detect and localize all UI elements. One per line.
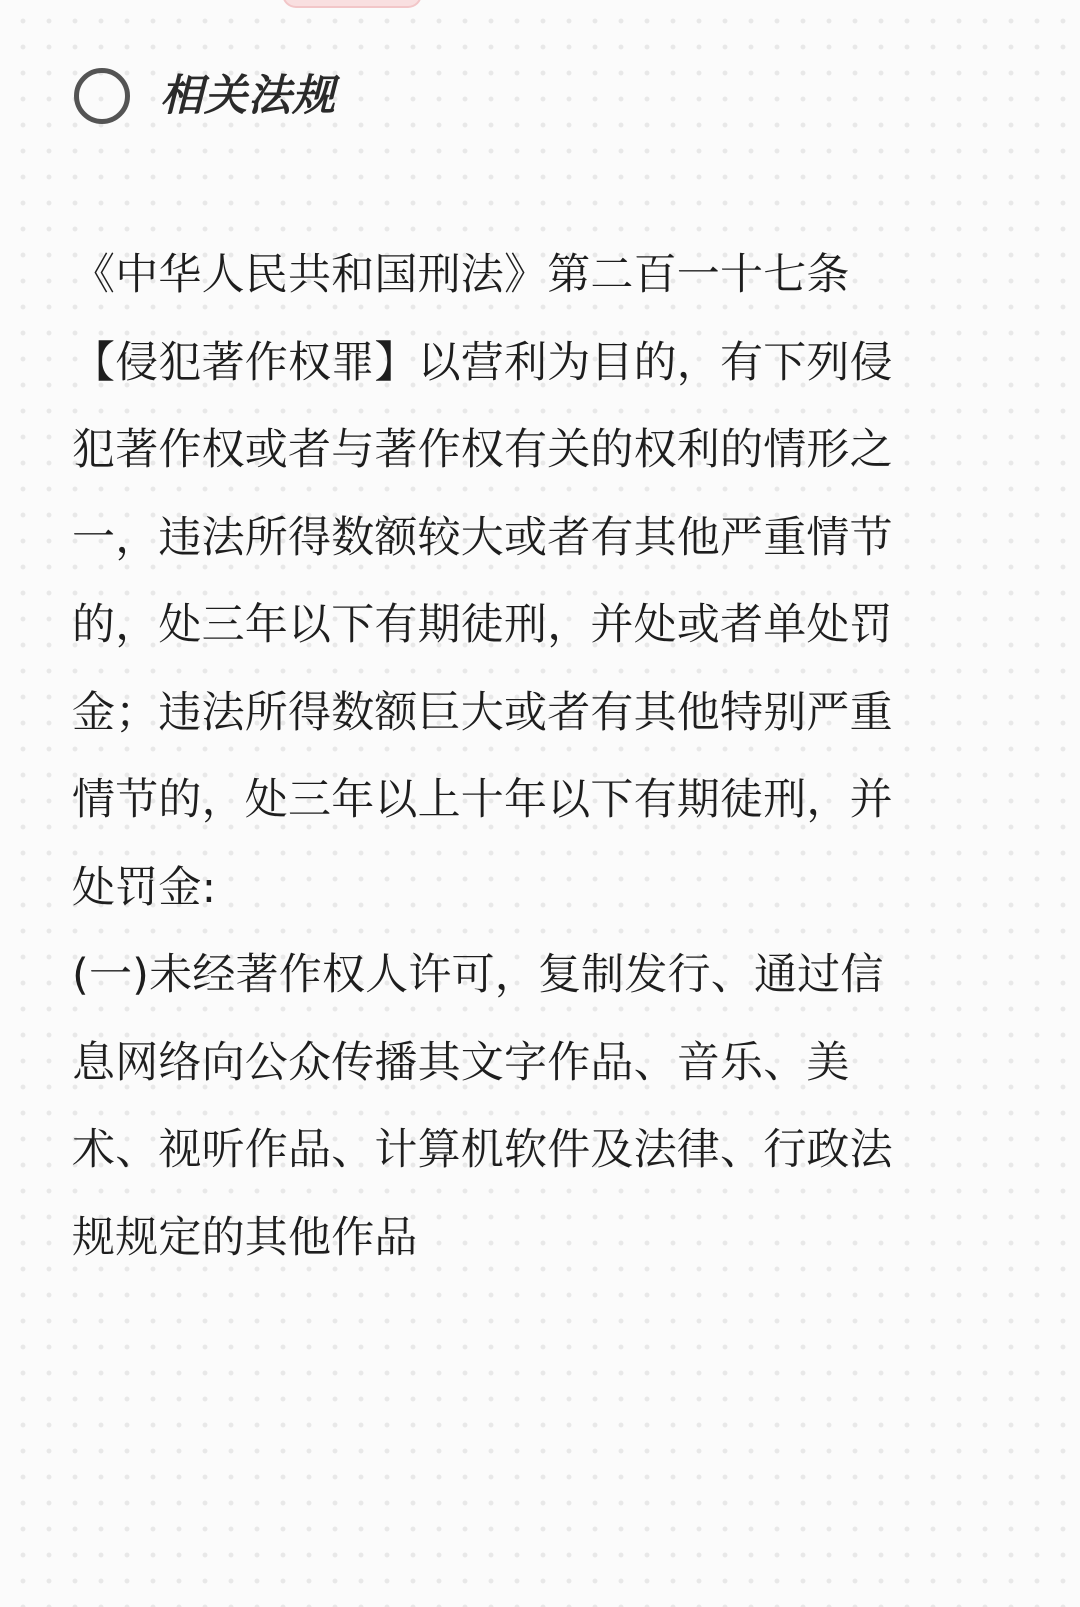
circle-outline-icon (74, 68, 130, 124)
law-text-line: 一，违法所得数额较大或者有其他严重情节 (72, 512, 893, 563)
top-tab-decoration (282, 0, 422, 8)
law-text-line: 术、视听作品、计算机软件及法律、行政法 (72, 1125, 893, 1175)
law-text-line: 【侵犯著作权罪】以营利为目的，有下列侵 (72, 337, 893, 388)
law-text-line: 处罚金: (72, 862, 217, 913)
law-text-line: 息网络向公众传播其文字作品、音乐、美 (72, 1037, 850, 1088)
law-text-line: 《中华人民共和国刑法》第二百一十七条 (72, 250, 850, 300)
section-title: 相关法规 (160, 71, 336, 121)
law-text-line: (一)未经著作权人许可，复制发行、通过信 (72, 950, 884, 1000)
law-text-line: 规规定的其他作品 (72, 1212, 418, 1263)
law-text-line: 情节的，处三年以上十年以下有期徒刑，并 (72, 775, 893, 825)
law-text-line: 金；违法所得数额巨大或者有其他特别严重 (72, 687, 893, 738)
law-text-line: 的，处三年以下有期徒刑，并处或者单处罚 (72, 600, 893, 650)
law-text-block (72, 232, 972, 1282)
law-text-line: 犯著作权或者与著作权有关的权利的情形之 (72, 425, 893, 475)
section-heading (74, 64, 336, 128)
